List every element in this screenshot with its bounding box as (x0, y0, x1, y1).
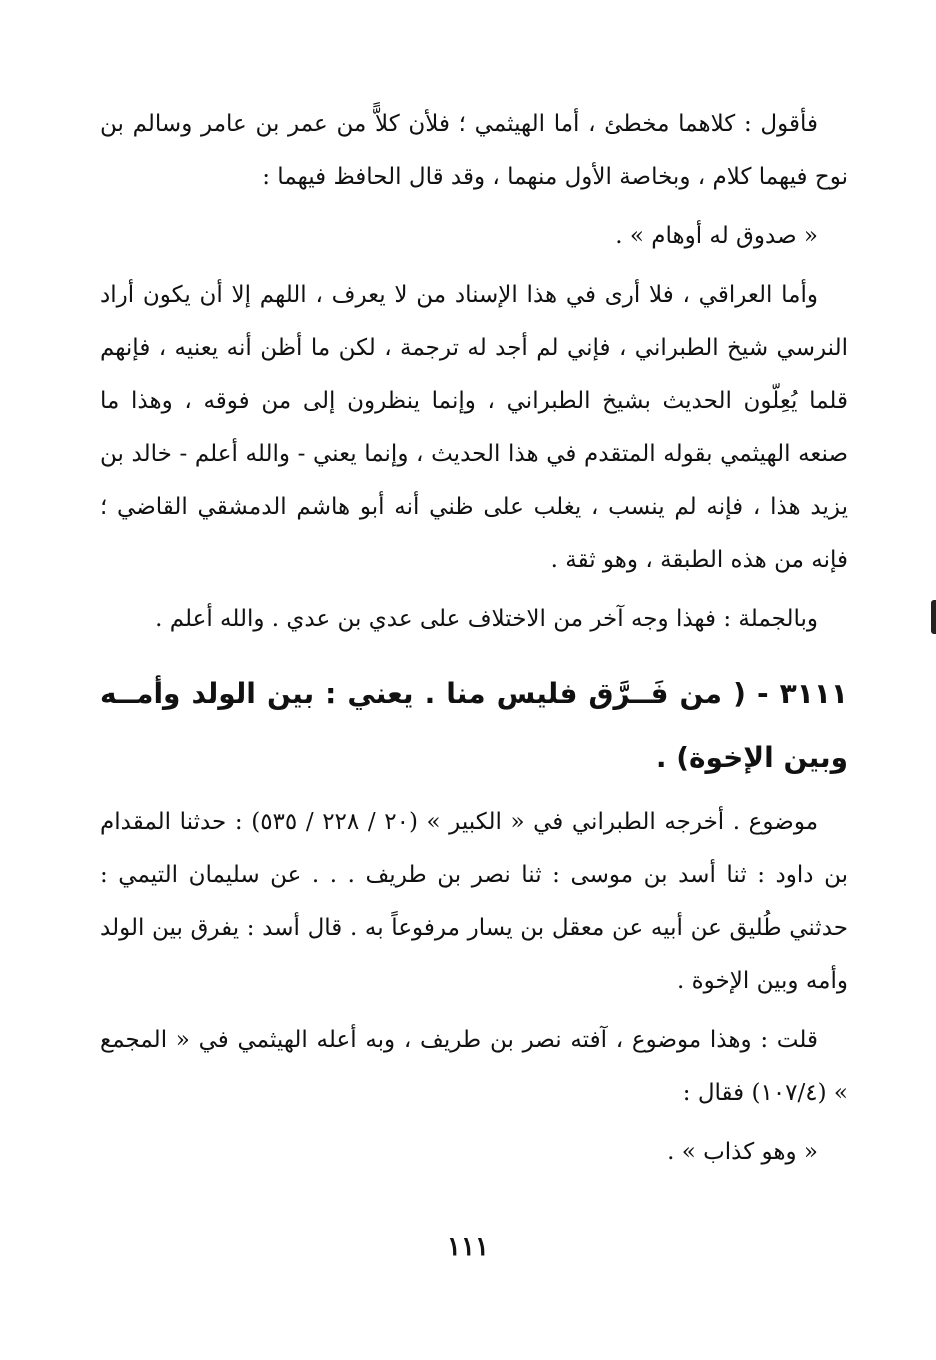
paragraph-summary: وبالجملة : فهذا وجه آخر من الاختلاف على عدي بن عدي . والله أعلم . (155, 606, 818, 632)
page-edge-mark (931, 600, 936, 634)
paragraph-takhrij: موضوع . أخرجه الطبراني في « الكبير » (٢٠ / ٢٢٨ / ٥٣٥) : حدثنا المقدام بن داود : ثنا أسد بن موسى : ثنا نصر بن طريف . . . عن سليمان التيمي : حدثني طُليق عن أبيه عن معقل بن يسار مرفوعاً به . قال أسد : يفرق بين الولد وأمه وبين الإخوة . (100, 809, 848, 994)
paragraph-iraqi: وأما العراقي ، فلا أرى في هذا الإسناد من لا يعرف ، اللهم إلا أن يكون أراد النرسي شيخ الطبراني ، فإني لم أجد له ترجمة ، لكن ما أظن أنه يعنيه ، فإنهم قلما يُعِلّون الحديث بشيخ الطبراني ، وإنما ينظرون إلى من فوقه ، وهذا ما صنعه الهيثمي بقوله المتقدم في هذا الحديث ، وإنما يعني - والله أعلم - خالد بن يزيد هذا ، فإنه لم ينسب ، يغلب على ظني أنه أبو هاشم الدمشقي القاضي ؛ فإنه من هذه الطبقة ، وهو ثقة . (100, 282, 848, 573)
page-number: ١١١ (447, 1232, 489, 1262)
paragraph-opening: فأقول : كلاهما مخطئ ، أما الهيثمي ؛ فلأن كلاًّ من عمر بن عامر وسالم بن نوح فيهما كلام ، وبخاصة الأول منهما ، وقد قال الحافظ فيهما : (100, 111, 848, 190)
hadith-heading: ٣١١١ - ( من فَــرَّق فليس منا . يعني : بين الولد وأمــه وبين الإخوة) . (100, 677, 848, 774)
quote-saduq: « صدوق له أوهام » . (615, 223, 818, 249)
paragraph-note: قلت : وهذا موضوع ، آفته نصر بن طريف ، وبه أعله الهيثمي في « المجمع » (١٠٧/٤) فقال : (100, 1027, 848, 1106)
page-body (100, 98, 848, 1185)
quote-kadhdhab: « وهو كذاب » . (667, 1139, 818, 1165)
